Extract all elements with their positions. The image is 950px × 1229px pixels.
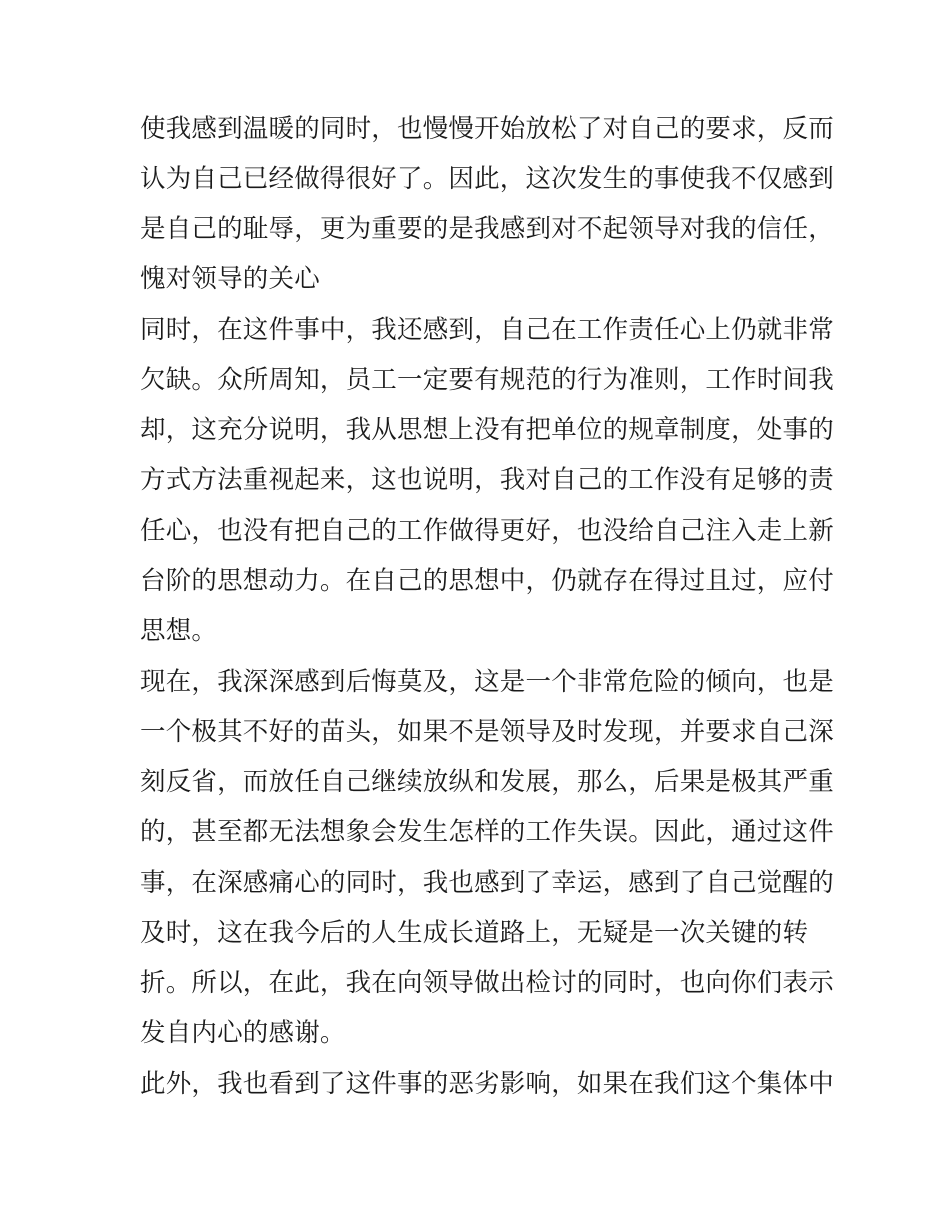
text-line: 却，这充分说明，我从思想上没有把单位的规章制度，处事的 xyxy=(140,415,834,445)
text-line: 现在，我深深感到后悔莫及，这是一个非常危险的倾向，也是 xyxy=(140,667,834,697)
text-line: 思想。 xyxy=(140,616,218,646)
text-line: 台阶的思想动力。在自己的思想中，仍就存在得过且过，应付 xyxy=(140,566,834,596)
text-line: 认为自己已经做得很好了。因此，这次发生的事使我不仅感到 xyxy=(140,164,834,194)
text-line: 的，甚至都无法想象会发生怎样的工作失误。因此，通过这件 xyxy=(140,817,834,847)
text-line: 此外，我也看到了这件事的恶劣影响，如果在我们这个集体中 xyxy=(140,1069,834,1099)
text-line: 折。所以，在此，我在向领导做出检讨的同时，也向你们表示 xyxy=(140,968,834,998)
text-line: 任心，也没有把自己的工作做得更好，也没给自己注入走上新 xyxy=(140,516,834,546)
text-line: 使我感到温暖的同时，也慢慢开始放松了对自己的要求，反而 xyxy=(140,114,834,144)
text-line: 欠缺。众所周知，员工一定要有规范的行为准则，工作时间我 xyxy=(140,365,834,395)
text-line: 及时，这在我今后的人生成长道路上，无疑是一次关键的转 xyxy=(140,918,809,948)
text-line: 事，在深感痛心的同时，我也感到了幸运，感到了自己觉醒的 xyxy=(140,868,834,898)
text-line: 刻反省，而放任自己继续放纵和发展，那么，后果是极其严重 xyxy=(140,767,834,797)
text-line: 方式方法重视起来，这也说明，我对自己的工作没有足够的责 xyxy=(140,465,834,495)
text-line: 是自己的耻辱，更为重要的是我感到对不起领导对我的信任， xyxy=(140,214,834,244)
text-line: 同时，在这件事中，我还感到，自己在工作责任心上仍就非常 xyxy=(140,315,834,345)
text-line: 愧对领导的关心 xyxy=(140,264,320,294)
text-line: 发自内心的感谢。 xyxy=(140,1018,346,1048)
text-line: 一个极其不好的苗头，如果不是领导及时发现，并要求自己深 xyxy=(140,717,834,747)
